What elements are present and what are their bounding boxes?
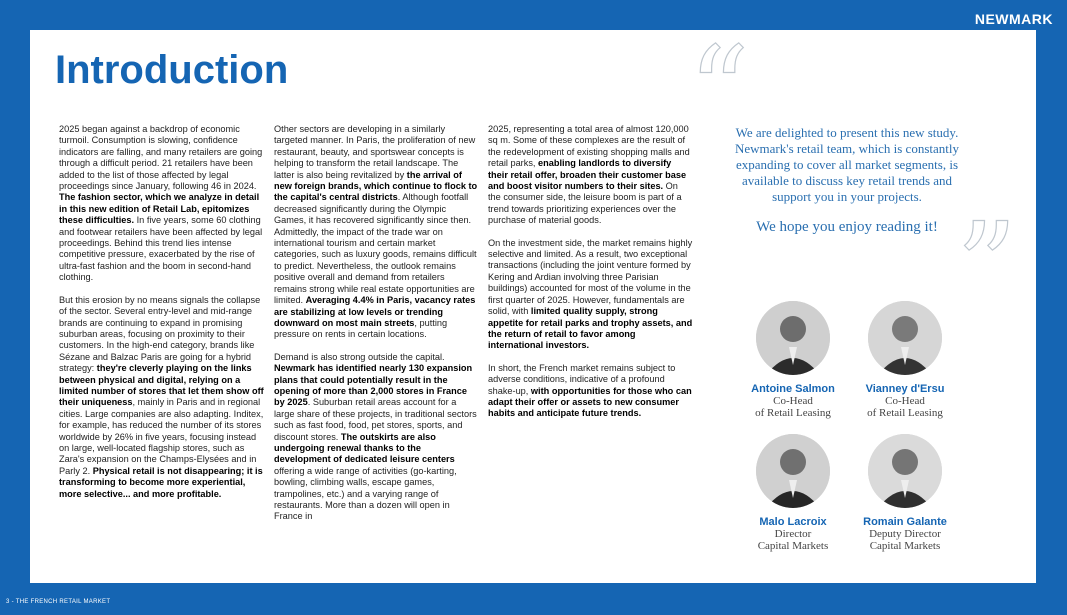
body-text: On the investment side, the market remains highly selective and limited. As a result, two exceptional transactions (including the joint venture formed by Kering and Ardian involving three Parisian buildings) accounted for most of the volume in the first quarter of 2025. However, fundamentals are solid, with	[488, 237, 693, 317]
member-name: Vianney d'Ersu	[865, 383, 945, 395]
emphasis-text: the arrival of new foreign brands, which continue to flock to the capital's central districts	[274, 169, 478, 203]
body-paragraph	[488, 363, 693, 420]
member-role: Co-Head	[773, 395, 813, 407]
emphasis-text: Averaging 4.4% in Paris, vacancy rates are stabilizing at low levels or trending downward on most main streets	[274, 295, 476, 328]
body-text: 2025 began against a backdrop of economic turmoil. Consumption is slowing, confidence indicators are falling, and many retailers are going through a difficult period. 21 retailers have been added to the list of those affected by legal proceedings since January, following 46 in 2024.	[59, 124, 263, 192]
avatar	[868, 301, 942, 375]
emphasis-text: The outskirts are also undergoing renewal thanks to the development of dedicated leisure centers	[274, 431, 455, 465]
emphasis-text: limited quality supply, strong appetite for retail parks and trophy assets, and the return of retail to favor among international investors.	[488, 306, 693, 351]
body-text: But this erosion by no means signals the collapse of the sector. Several entry-level and mid-range brands are continuing to expand in promising suburban areas, focusing on proximity to their customers. In the high-end category, brands like Sézane and Balzac Paris are going for a hybrid strategy:	[59, 294, 261, 374]
avatar	[868, 434, 942, 508]
body-paragraph	[274, 124, 479, 341]
member-name: Romain Galante	[863, 516, 947, 528]
emphasis-text: they're cleverly playing on the links between physical and digital, relying on a limited number of stores that let them show off their uniqueness	[59, 363, 264, 408]
avatar	[756, 301, 830, 375]
emphasis-text: The fashion sector, which we analyze in detail in this new edition of Retail Lab, epitomizes these difficulties.	[59, 192, 260, 226]
body-text: , putting pressure on rents in certain locations.	[274, 317, 448, 340]
page-footer: 3 - THE FRENCH RETAIL MARKET	[6, 599, 111, 605]
text-column-3	[488, 124, 693, 431]
team-member	[845, 434, 965, 552]
body-text: 2025, representing a total area of almost 120,000 sq m. Some of these complexes are the result of the redevelopment of existing shopping malls and retail parks,	[488, 124, 690, 169]
quote-text: We are delighted to present this new study. Newmark's retail team, which is constantly expanding to cover all market segments, is available to discuss key retail trends and support you in your projects.	[734, 125, 959, 204]
emphasis-text: Newmark has identified nearly 130 expansion plans that could potentially result in the opening of more than 2,000 stores in France by 2025	[274, 363, 473, 408]
team-member	[733, 434, 853, 552]
page-title: Introduction	[55, 48, 289, 92]
team-member	[733, 301, 853, 419]
open-quote-icon: “	[688, 22, 750, 161]
text-column-2	[274, 124, 479, 534]
member-role: Director	[774, 528, 812, 540]
member-role-detail: Capital Markets	[869, 540, 941, 552]
body-paragraph	[488, 124, 693, 227]
body-text: Demand is also strong outside the capital.	[274, 351, 445, 362]
team-member	[845, 301, 965, 419]
body-text: On the consumer side, the leisure boom is part of a trend towards prioritizing experiences over the purchase of material goods.	[488, 181, 682, 226]
body-text: . Suburban retail areas account for a large share of these projects, in traditional sectors such as fast food, food, pet stores, sports, and discount stores.	[274, 397, 477, 442]
body-paragraph	[488, 238, 693, 352]
emphasis-text: Physical retail is not disappearing; it is transforming to become more experiential, more selective... and more profitable.	[59, 465, 263, 499]
member-name: Antoine Salmon	[751, 383, 835, 395]
emphasis-text: enabling landlords to diversify their retail offer, broaden their customer base and boost visitor numbers to their sites.	[488, 158, 687, 192]
newmark-logo: NEWMARK	[974, 11, 1053, 27]
body-text: . Although footfall decreased significantly during the Olympic Games, it has recovered significantly since then. Admittedly, the impact of the trade war on international tourism and certain market categories, such as luxury goods, remains difficult to predict. Nevertheless, the outlook remains positive overall and demand from retailers remains strong while real estate opportunities are limited.	[274, 192, 477, 306]
member-role: Deputy Director	[869, 528, 941, 540]
body-paragraph	[274, 352, 479, 523]
body-paragraph	[59, 124, 264, 284]
body-text: , mainly in Paris and in regional cities. Large companies are also adapting. Inditex, for example, has reduced the number of its stores worldwide by 26% in five years, focusing instead on large, well-located flagship stores, such as Zara's expansion on the Champs-Elysées and in Parly 2.	[59, 397, 264, 476]
body-text: Other sectors are developing in a similarly targeted manner. In Paris, the proliferation of new restaurant, beauty, and sportswear concepts is helping to transform the retail landscape. The latter is also being revitalized by	[274, 124, 476, 180]
member-role-detail: of Retail Leasing	[867, 407, 943, 419]
body-text: In five years, some 60 clothing and footwear retailers have been affected by legal proceedings. Behind this trend lies intense competitive pressure, exacerbated by the rise of ultra-fast fashion and the boom in second-hand clothing.	[59, 215, 263, 283]
emphasis-text: with opportunities for those who can adapt their offer or assets to new consumer habits and anticipate future trends.	[488, 385, 692, 419]
avatar	[756, 434, 830, 508]
member-name: Malo Lacroix	[759, 516, 827, 528]
body-text: offering a wide range of activities (go-karting, bowling, climbing walls, escape games, trampolines, etc.) and a varying range of restaurants. More than a dozen will open in France in	[274, 465, 457, 522]
intro-quote	[727, 125, 967, 249]
close-quote-icon: ”	[956, 198, 1018, 337]
member-role-detail: Capital Markets	[757, 540, 829, 552]
member-role: Co-Head	[885, 395, 925, 407]
quote-closing: We hope you enjoy reading it!	[756, 219, 938, 235]
page-content	[30, 22, 1036, 583]
member-role-detail: of Retail Leasing	[755, 407, 831, 419]
body-text: In short, the French market remains subject to adverse conditions, indicative of a profound shake-up,	[488, 362, 676, 396]
body-paragraph	[59, 295, 264, 500]
text-column-1	[59, 124, 264, 511]
